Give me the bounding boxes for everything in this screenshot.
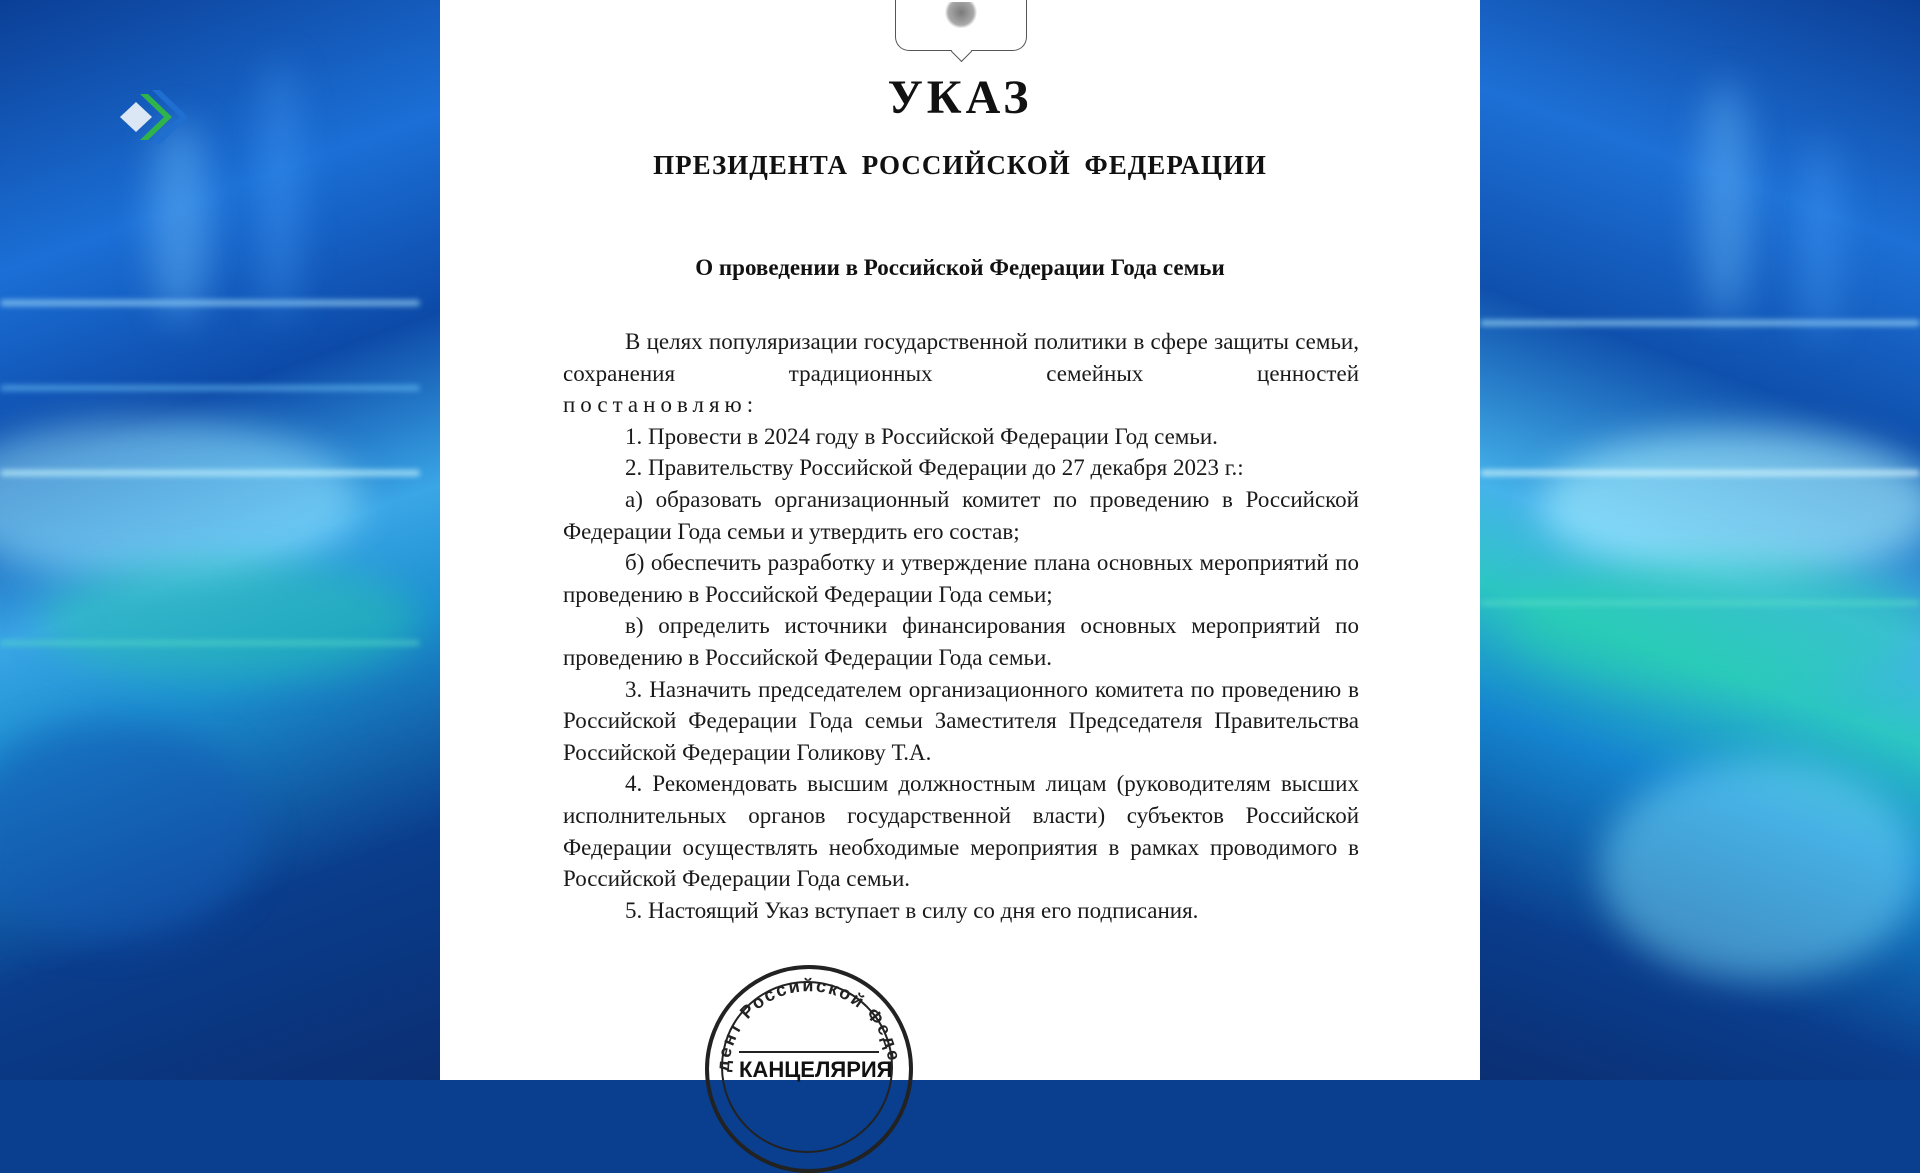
decree-body [563,326,1359,926]
decree-item-2c: в) определить источники финансирования основных мероприятий по проведению в Российской Федерации Года семьи. [563,613,1359,670]
stamp-arc-text: дент Российской Феде [712,975,905,1073]
decree-item-1: 1. Провести в 2024 году в Российской Федерации Год семьи. [625,423,1218,449]
decree-item-2: 2. Правительству Российской Федерации до 27 декабря 2023 г.: [625,455,1244,481]
decree-heading: О проведении в Российской Федерации Года семьи [695,255,1225,280]
decree-document [440,0,1480,1080]
studio-background-right [1480,0,1920,1080]
emblem-icon [895,0,1027,51]
decree-title: УКАЗ [887,71,1033,124]
decree-item-2a: а) образовать организационный комитет по проведению в Российской Федерации Года семьи и утвердить его состав; [563,486,1359,544]
decree-item-2b: б) обеспечить разработку и утверждение плана основных мероприятий по проведению в Российской Федерации Года семьи; [563,550,1359,607]
decree-item-4: 4. Рекомендовать высшим должностным лицам (руководителям высших исполнительных органов государственной власти) субъектов Российской Федерации осуществлять необходимые мероприятия в рамках проводимого в Российской Федерации Года семьи. [563,771,1359,892]
decree-preamble: В целях популяризации государственной политики в сфере защиты семьи, сохранения традиционных семейных ценностей [563,329,1359,386]
channel-logo-icon [112,82,192,152]
studio-background-left [0,0,440,1080]
decree-item-5: 5. Настоящий Указ вступает в силу со дня его подписания. [625,897,1199,923]
official-stamp [705,965,913,1173]
stamp-center-text: КАНЦЕЛЯРИЯ [739,1051,879,1083]
decree-subtitle: ПРЕЗИДЕНТА РОССИЙСКОЙ ФЕДЕРАЦИИ [653,150,1267,180]
decree-word: постановляю: [563,392,759,418]
decree-item-3: 3. Назначить председателем организационного комитета по проведению в Российской Федерации Года семьи Заместителя Председателя Правительства Российской Федерации Голикову Т.А. [563,676,1359,765]
